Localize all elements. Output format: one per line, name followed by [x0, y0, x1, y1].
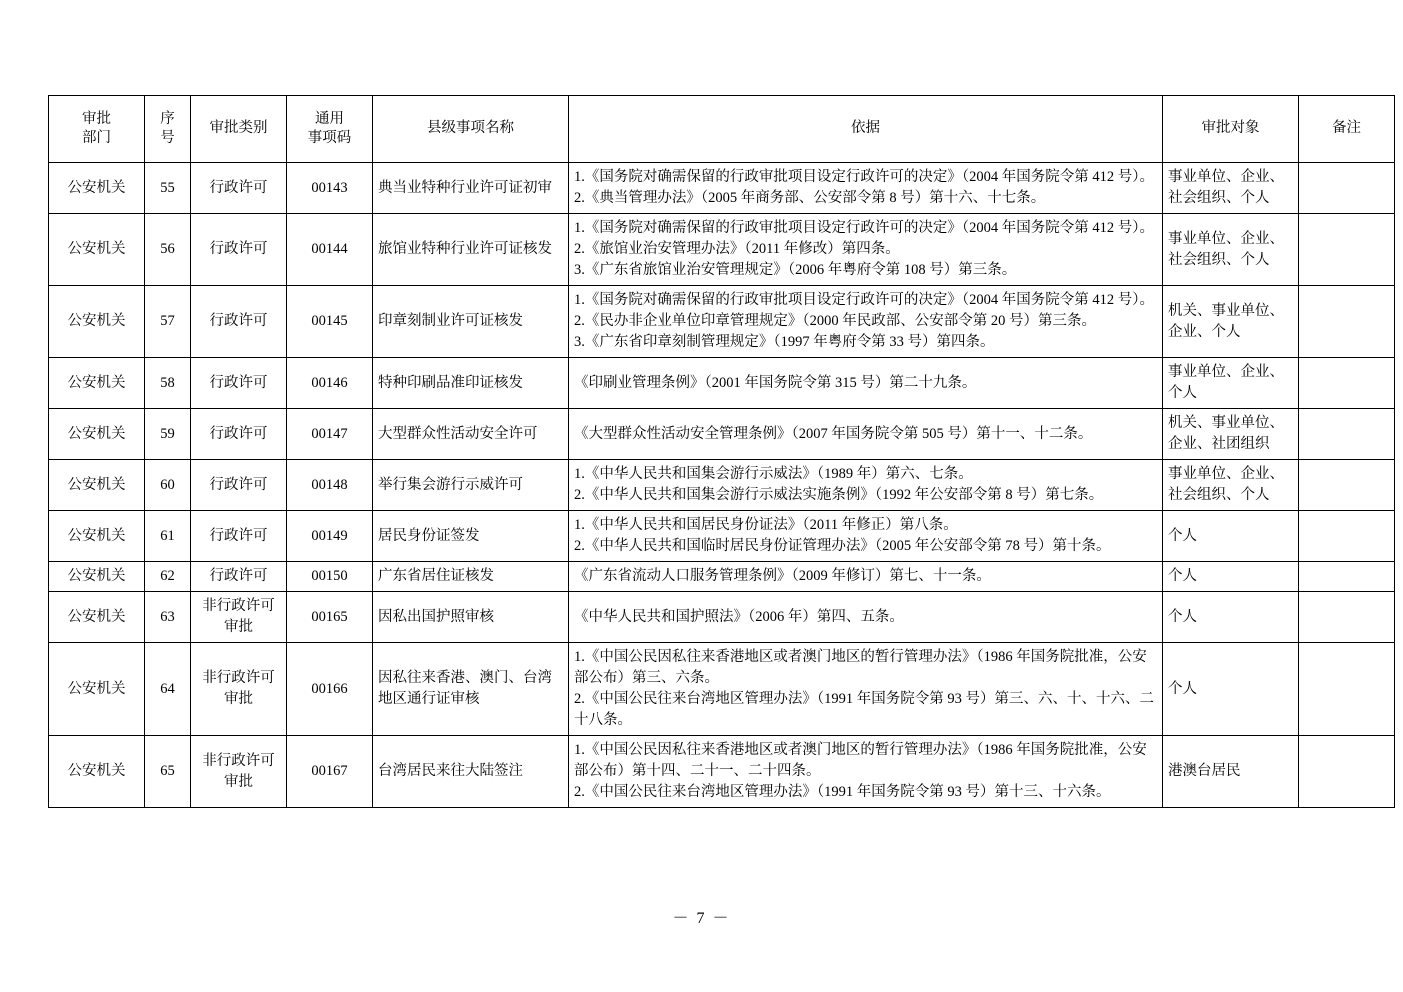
cell-name: 居民身份证签发: [373, 511, 569, 562]
column-header-seq-line2: 号: [160, 130, 175, 146]
cell-category: 行政许可: [191, 562, 287, 592]
table-row: [49, 286, 1395, 358]
cell-basis: 1.《中国公民因私往来香港地区或者澳门地区的暂行管理办法》（1986 年国务院批准，公安部公布）第三、六条。 2.《中国公民往来台湾地区管理办法》（1991 年国务院令第 93 号）第三、六、十、十六、二十八条。: [569, 643, 1163, 736]
column-header-seq: [145, 96, 191, 163]
cell-category: 非行政许可审批: [191, 643, 287, 736]
cell-note: [1299, 358, 1395, 409]
cell-category: 行政许可: [191, 358, 287, 409]
cell-basis: 《广东省流动人口服务管理条例》（2009 年修订）第七、十一条。: [569, 562, 1163, 592]
cell-object: 机关、事业单位、企业、个人: [1163, 286, 1299, 358]
cell-basis: 《大型群众性活动安全管理条例》（2007 年国务院令第 505 号）第十一、十二条。: [569, 409, 1163, 460]
column-header-code-line2: 事项码: [307, 130, 352, 146]
cell-note: [1299, 736, 1395, 808]
cell-department: 公安机关: [49, 592, 145, 643]
cell-seq: 64: [145, 643, 191, 736]
cell-category: 行政许可: [191, 286, 287, 358]
cell-name: 旅馆业特种行业许可证核发: [373, 214, 569, 286]
table-header-row: [49, 96, 1395, 163]
cell-code: 00143: [287, 163, 373, 214]
cell-seq: 61: [145, 511, 191, 562]
column-header-name: 县级事项名称: [373, 96, 569, 163]
cell-note: [1299, 163, 1395, 214]
cell-object: 机关、事业单位、企业、社团组织: [1163, 409, 1299, 460]
cell-note: [1299, 592, 1395, 643]
approval-items-table: [48, 95, 1395, 808]
cell-seq: 60: [145, 460, 191, 511]
column-header-department-line1: 审批: [82, 111, 111, 128]
cell-object: 事业单位、企业、个人: [1163, 358, 1299, 409]
cell-department: 公安机关: [49, 286, 145, 358]
cell-code: 00150: [287, 562, 373, 592]
table-row: [49, 163, 1395, 214]
cell-seq: 62: [145, 562, 191, 592]
cell-seq: 55: [145, 163, 191, 214]
approval-items-table-wrap: [48, 95, 1361, 808]
cell-seq: 57: [145, 286, 191, 358]
cell-category: 行政许可: [191, 163, 287, 214]
cell-department: 公安机关: [49, 214, 145, 286]
cell-name: 举行集会游行示威许可: [373, 460, 569, 511]
cell-code: 00146: [287, 358, 373, 409]
cell-note: [1299, 409, 1395, 460]
cell-object: 港澳台居民: [1163, 736, 1299, 808]
cell-category: 非行政许可审批: [191, 592, 287, 643]
cell-seq: 63: [145, 592, 191, 643]
column-header-basis: 依据: [569, 96, 1163, 163]
column-header-department: [49, 96, 145, 163]
cell-category: 非行政许可审批: [191, 736, 287, 808]
table-row: [49, 214, 1395, 286]
cell-code: 00166: [287, 643, 373, 736]
column-header-seq-line1: 序: [160, 111, 175, 128]
cell-code: 00144: [287, 214, 373, 286]
cell-note: [1299, 286, 1395, 358]
cell-department: 公安机关: [49, 562, 145, 592]
cell-department: 公安机关: [49, 511, 145, 562]
cell-code: 00165: [287, 592, 373, 643]
table-row: [49, 460, 1395, 511]
cell-object: 事业单位、企业、社会组织、个人: [1163, 460, 1299, 511]
column-header-department-line2: 部门: [82, 130, 111, 146]
cell-seq: 56: [145, 214, 191, 286]
column-header-code-line1: 通用: [315, 111, 344, 128]
cell-name: 典当业特种行业许可证初审: [373, 163, 569, 214]
table-row: [49, 358, 1395, 409]
cell-object: 个人: [1163, 511, 1299, 562]
page-number: － 7 －: [672, 910, 731, 927]
cell-name: 大型群众性活动安全许可: [373, 409, 569, 460]
table-row: [49, 643, 1395, 736]
table-row: [49, 592, 1395, 643]
cell-seq: 65: [145, 736, 191, 808]
cell-department: 公安机关: [49, 409, 145, 460]
table-row: [49, 562, 1395, 592]
cell-name: 因私出国护照审核: [373, 592, 569, 643]
cell-basis: 《中华人民共和国护照法》（2006 年）第四、五条。: [569, 592, 1163, 643]
table-body: [49, 163, 1395, 808]
cell-basis: 《印刷业管理条例》（2001 年国务院令第 315 号）第二十九条。: [569, 358, 1163, 409]
column-header-note: 备注: [1299, 96, 1395, 163]
cell-note: [1299, 460, 1395, 511]
cell-object: 事业单位、企业、社会组织、个人: [1163, 214, 1299, 286]
cell-basis: 1.《中华人民共和国集会游行示威法》（1989 年）第六、七条。 2.《中华人民共和国集会游行示威法实施条例》（1992 年公安部令第 8 号）第七条。: [569, 460, 1163, 511]
cell-object: 事业单位、企业、社会组织、个人: [1163, 163, 1299, 214]
cell-basis: 1.《中华人民共和国居民身份证法》（2011 年修正）第八条。 2.《中华人民共和国临时居民身份证管理办法》（2005 年公安部令第 78 号）第十条。: [569, 511, 1163, 562]
cell-note: [1299, 562, 1395, 592]
cell-seq: 58: [145, 358, 191, 409]
cell-department: 公安机关: [49, 163, 145, 214]
cell-note: [1299, 214, 1395, 286]
table-row: [49, 736, 1395, 808]
cell-basis: 1.《国务院对确需保留的行政审批项目设定行政许可的决定》（2004 年国务院令第 412 号）。 2.《旅馆业治安管理办法》（2011 年修改）第四条。 3.《广东省旅馆业治安管理规定》（2006 年粤府令第 108 号）第三条。: [569, 214, 1163, 286]
cell-category: 行政许可: [191, 409, 287, 460]
cell-name: 特种印刷品准印证核发: [373, 358, 569, 409]
column-header-code: [287, 96, 373, 163]
cell-name: 台湾居民来往大陆签注: [373, 736, 569, 808]
table-header: [49, 96, 1395, 163]
cell-code: 00167: [287, 736, 373, 808]
cell-name: 广东省居住证核发: [373, 562, 569, 592]
cell-object: 个人: [1163, 592, 1299, 643]
cell-code: 00149: [287, 511, 373, 562]
cell-note: [1299, 643, 1395, 736]
cell-category: 行政许可: [191, 214, 287, 286]
cell-basis: 1.《中国公民因私往来香港地区或者澳门地区的暂行管理办法》（1986 年国务院批准，公安部公布）第十四、二十一、二十四条。 2.《中国公民往来台湾地区管理办法》（1991 年国务院令第 93 号）第十三、十六条。: [569, 736, 1163, 808]
cell-name: 印章刻制业许可证核发: [373, 286, 569, 358]
cell-code: 00145: [287, 286, 373, 358]
table-row: [49, 511, 1395, 562]
cell-code: 00148: [287, 460, 373, 511]
cell-basis: 1.《国务院对确需保留的行政审批项目设定行政许可的决定》（2004 年国务院令第 412 号）。 2.《典当管理办法》（2005 年商务部、公安部令第 8 号）第十六、十七条。: [569, 163, 1163, 214]
cell-note: [1299, 511, 1395, 562]
column-header-category: 审批类别: [191, 96, 287, 163]
cell-category: 行政许可: [191, 511, 287, 562]
cell-department: 公安机关: [49, 643, 145, 736]
cell-category: 行政许可: [191, 460, 287, 511]
cell-basis: 1.《国务院对确需保留的行政审批项目设定行政许可的决定》（2004 年国务院令第 412 号）。 2.《民办非企业单位印章管理规定》（2000 年民政部、公安部令第 20 号）第三条。 3.《广东省印章刻制管理规定》（1997 年粤府令第 33 号）第四条。: [569, 286, 1163, 358]
cell-department: 公安机关: [49, 736, 145, 808]
cell-seq: 59: [145, 409, 191, 460]
cell-department: 公安机关: [49, 460, 145, 511]
cell-department: 公安机关: [49, 358, 145, 409]
cell-code: 00147: [287, 409, 373, 460]
cell-object: 个人: [1163, 643, 1299, 736]
column-header-object: 审批对象: [1163, 96, 1299, 163]
cell-name: 因私往来香港、澳门、台湾地区通行证审核: [373, 643, 569, 736]
table-row: [49, 409, 1395, 460]
cell-object: 个人: [1163, 562, 1299, 592]
